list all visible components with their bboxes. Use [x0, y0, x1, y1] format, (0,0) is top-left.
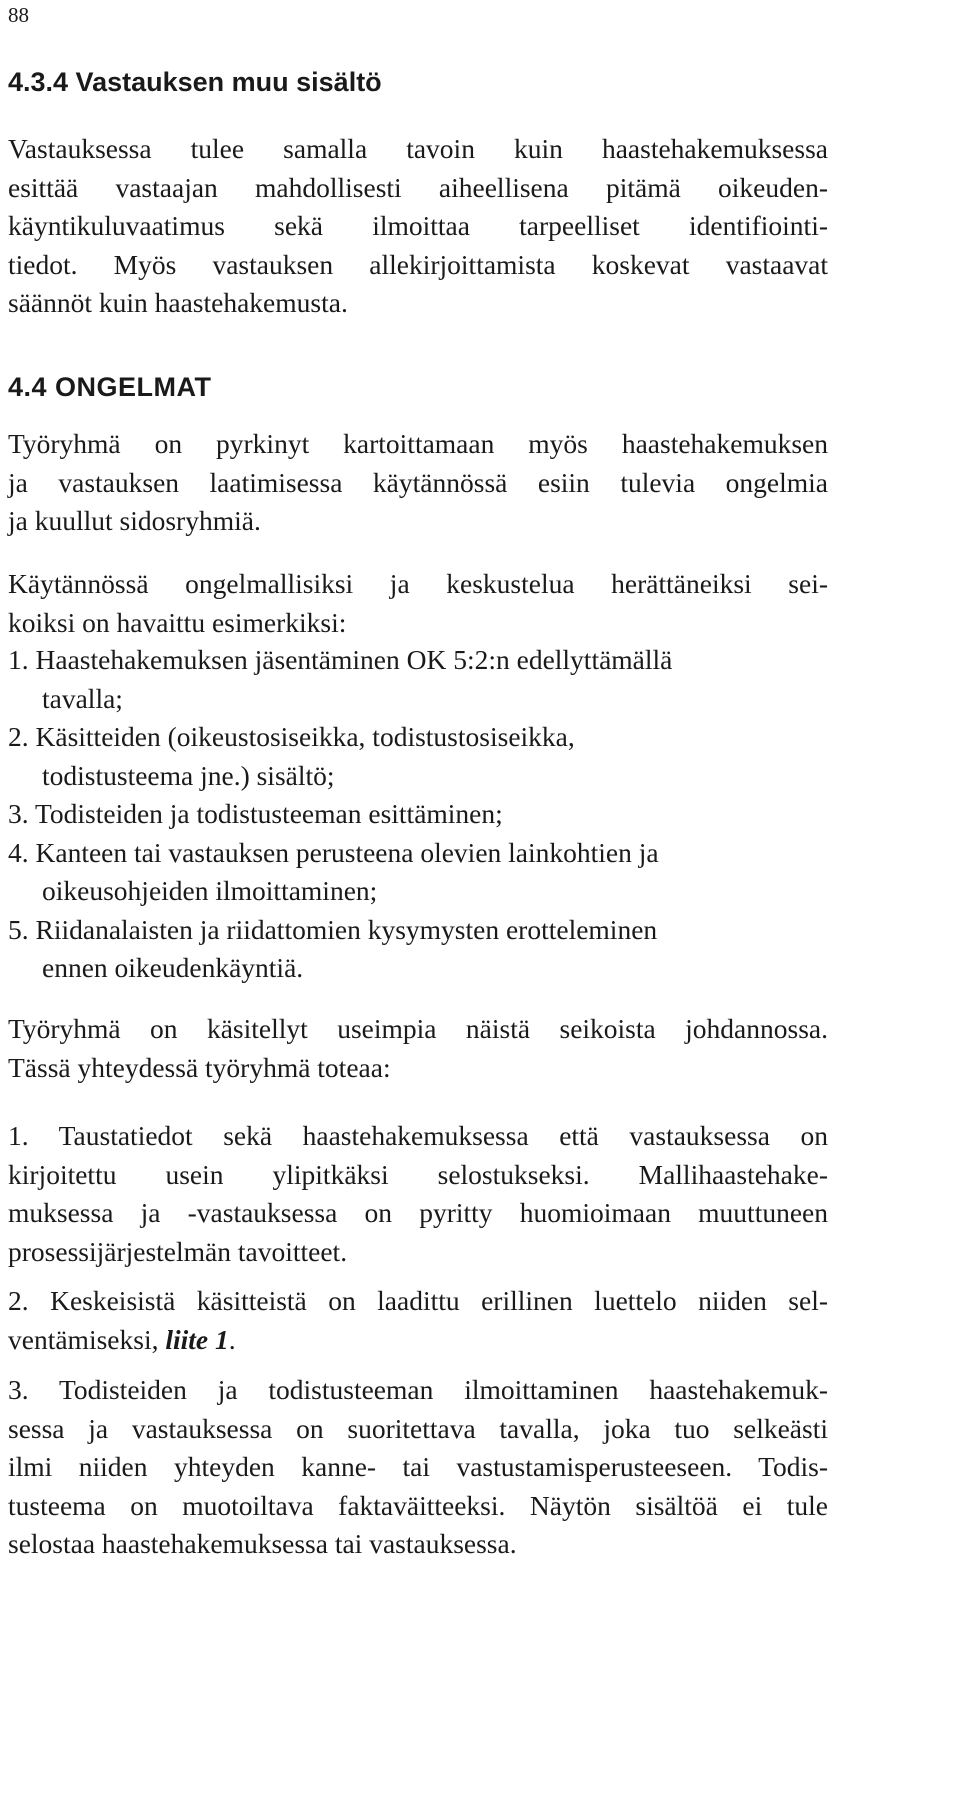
section-heading-4-4: 4.4 ONGELMAT — [8, 372, 212, 402]
paragraph-line: esittää vastaajan mahdollisesti aiheellisena pitämä oikeuden- — [8, 171, 828, 203]
paragraph-line: kirjoitettu usein ylipitkäksi selostukseksi. Mallihaastehake- — [8, 1158, 828, 1190]
section-heading-4-3-4: 4.3.4 Vastauksen muu sisältö — [8, 67, 382, 97]
appendix-reference: liite 1 — [165, 1323, 229, 1355]
list-item — [8, 795, 828, 834]
paragraph-line: sessa ja vastauksessa on suoritettava tavalla, joka tuo selkeästi — [8, 1412, 828, 1444]
paragraph-line: Vastauksessa tulee samalla tavoin kuin haastehakemuksessa — [8, 133, 828, 164]
paragraph-line: muksessa ja -vastauksessa on pyritty huomioimaan muuttuneen — [8, 1197, 828, 1228]
list-item-line: 2. Käsitteiden (oikeustosiseikka, todistustosiseikka, — [8, 721, 575, 752]
paragraph-line: koiksi on havaittu esimerkiksi: — [8, 606, 347, 638]
list-item — [8, 718, 828, 795]
paragraph-line: käyntikuluvaatimus sekä ilmoittaa tarpeelliset identifiointi- — [8, 210, 828, 241]
finding-1-paragraph — [8, 1117, 828, 1271]
paragraph-line — [8, 1321, 828, 1360]
list-item — [8, 911, 828, 988]
section-4-3-4-paragraph — [8, 130, 828, 323]
issues-intro-paragraph — [8, 565, 828, 642]
paragraph-line: Työryhmä on käsitellyt useimpia näistä seikoista johdannossa. — [8, 1013, 828, 1044]
paragraph-line: Työryhmä on pyrkinyt kartoittamaan myös haastehakemuksen — [8, 428, 828, 459]
list-item-line: oikeusohjeiden ilmoittaminen; — [42, 875, 378, 906]
handled-paragraph — [8, 1010, 828, 1087]
paragraph-line: 2. Keskeisistä käsitteistä on laadittu erillinen luettelo niiden sel- — [8, 1285, 828, 1316]
paragraph-text: ventämiseksi, — [8, 1323, 166, 1355]
paragraph-line: tusteema on muotoiltava faktaväitteeksi. Näytön sisältöä ei tule — [8, 1489, 828, 1521]
paragraph-line: tiedot. Myös vastauksen allekirjoittamista koskevat vastaavat — [8, 248, 828, 280]
paragraph-line: prosessijärjestelmän tavoitteet. — [8, 1235, 348, 1267]
list-item — [8, 641, 828, 718]
list-item-line: ennen oikeudenkäyntiä. — [42, 952, 304, 983]
finding-2-paragraph — [8, 1282, 828, 1359]
finding-3-paragraph — [8, 1371, 828, 1564]
list-item-line: 4. Kanteen tai vastauksen perusteena olevien lainkohtien ja — [8, 836, 659, 868]
paragraph-line: ja kuullut sidosryhmiä. — [8, 505, 261, 536]
section-4-4-intro-paragraph — [8, 425, 828, 541]
list-item-line: 5. Riidanalaisten ja riidattomien kysymysten erotteleminen — [8, 913, 658, 945]
paragraph-line: Tässä yhteydessä työryhmä toteaa: — [8, 1051, 391, 1083]
paragraph-line: ja vastauksen laatimisessa käytännössä esiin tulevia ongelmia — [8, 466, 828, 498]
paragraph-line: 3. Todisteiden ja todistusteeman ilmoittaminen haastehakemuk- — [8, 1374, 828, 1405]
list-item-line: tavalla; — [42, 682, 123, 714]
paragraph-line: säännöt kuin haastehakemusta. — [8, 287, 348, 318]
paragraph-line: Käytännössä ongelmallisiksi ja keskustelua herättäneiksi sei- — [8, 568, 828, 599]
paragraph-line: ilmi niiden yhteyden kanne- tai vastustamisperusteeseen. Todis- — [8, 1451, 828, 1482]
paragraph-line: selostaa haastehakemuksessa tai vastauksessa. — [8, 1528, 517, 1559]
issues-list — [8, 641, 828, 988]
list-item-line: todistusteema jne.) sisältö; — [42, 759, 335, 791]
page-number: 88 — [8, 3, 29, 27]
list-item — [8, 834, 828, 911]
list-item-line: 1. Haastehakemuksen jäsentäminen OK 5:2:n edellyttämällä — [8, 644, 673, 675]
list-item-line: 3. Todisteiden ja todistusteeman esittäminen; — [8, 798, 503, 829]
paragraph-text: . — [228, 1323, 236, 1355]
paragraph-line: 1. Taustatiedot sekä haastehakemuksessa että vastauksessa on — [8, 1120, 828, 1151]
